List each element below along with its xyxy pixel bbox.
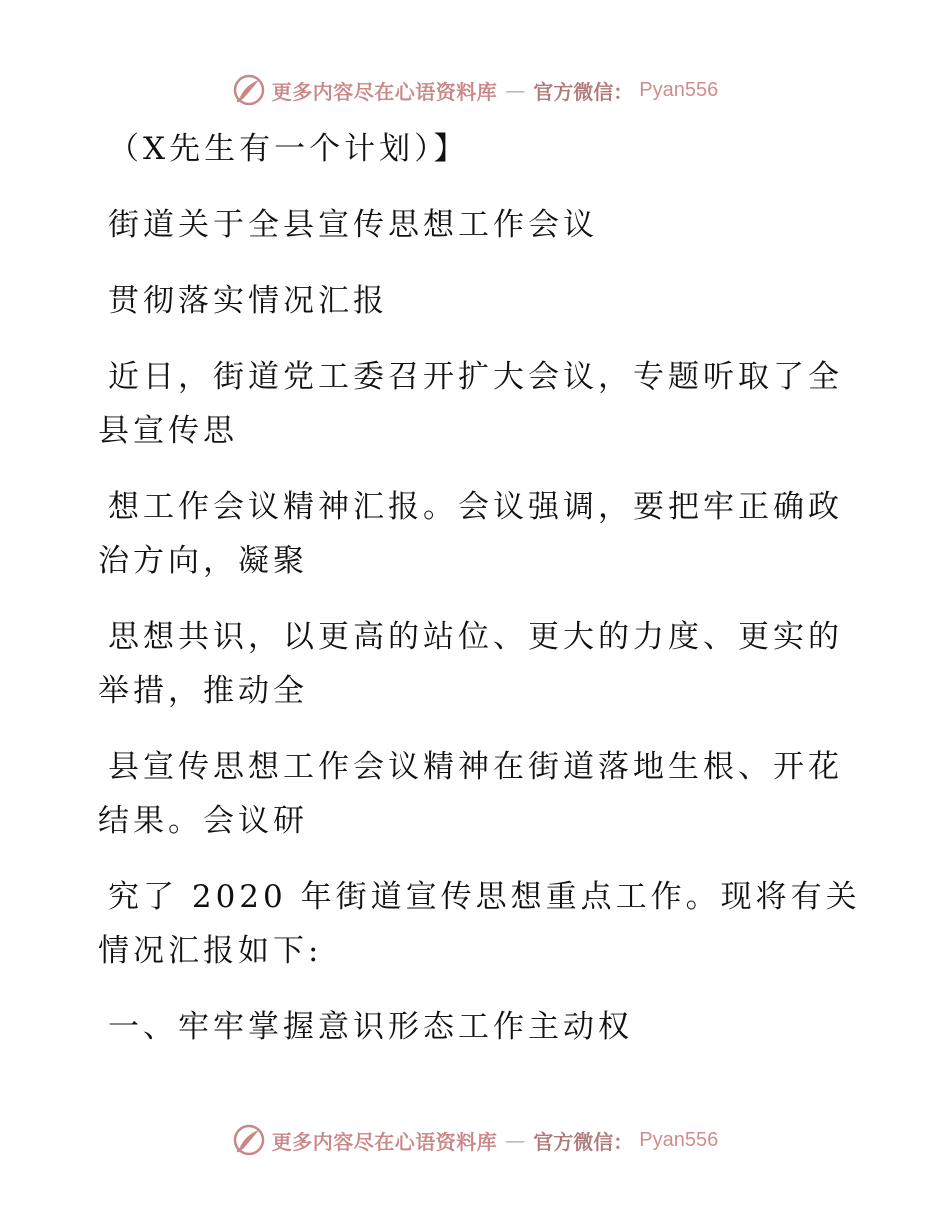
pen-logo-icon [232, 1123, 266, 1157]
watermark-group [232, 73, 718, 107]
para-5-line-1: 究了 2020 年街道宣传思想重点工作。现将有关 [108, 879, 861, 915]
watermark-wechat-id: Pyan556 [639, 78, 719, 101]
doc-title-line-1: 街道关于全县宣传思想工作会议 [108, 207, 598, 243]
watermark-wechat-label: 官方微信： [533, 1129, 634, 1154]
header-watermark [0, 70, 950, 110]
footer-watermark [0, 1120, 950, 1160]
watermark-dash: — [505, 78, 526, 102]
document-body [98, 122, 861, 1054]
para-5-line-2: 情况汇报如下: [98, 933, 323, 969]
para-4-line-2: 结果。会议研 [98, 803, 308, 839]
para-2-line-2: 治方向，凝聚 [98, 543, 308, 579]
section-heading-1: 一、牢牢掌握意识形态工作主动权 [108, 1009, 633, 1045]
para-1-line-2: 县宣传思 [98, 413, 238, 449]
watermark-brand: 更多内容尽在心语资料库 [271, 1129, 498, 1154]
doc-note: （X先生有一个计划）】 [108, 131, 469, 167]
watermark-brand: 更多内容尽在心语资料库 [271, 79, 498, 104]
para-1-line-1: 近日，街道党工委召开扩大会议，专题听取了全 [108, 359, 843, 395]
para-2-line-1: 想工作会议精神汇报。会议强调，要把牢正确政 [108, 489, 843, 525]
para-3-line-1: 思想共识，以更高的站位、更大的力度、更实的 [108, 619, 843, 655]
pen-logo-icon [232, 73, 266, 107]
para-4-line-1: 县宣传思想工作会议精神在街道落地生根、开花 [108, 749, 843, 785]
para-3-line-2: 举措，推动全 [98, 673, 308, 709]
doc-title-line-2: 贯彻落实情况汇报 [108, 283, 388, 319]
watermark-wechat-label: 官方微信： [533, 79, 634, 104]
watermark-wechat-id: Pyan556 [639, 1128, 719, 1151]
watermark-dash: — [505, 1128, 526, 1152]
watermark-group [232, 1123, 718, 1157]
